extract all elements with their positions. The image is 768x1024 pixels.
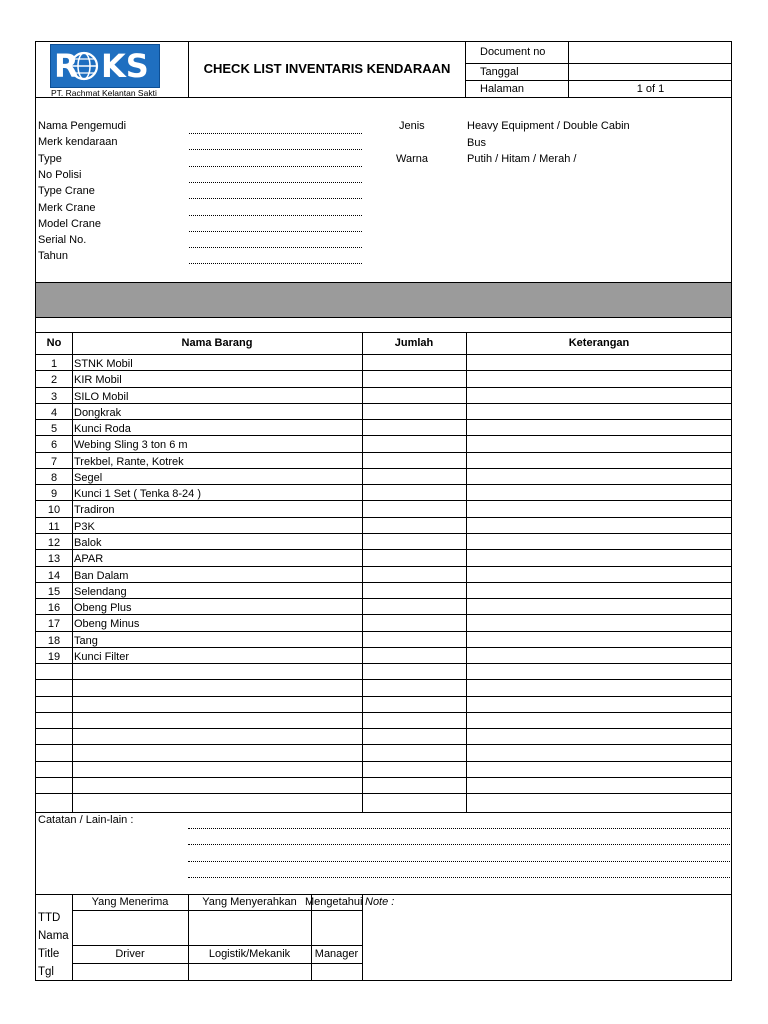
info-input-line-3[interactable] xyxy=(189,182,362,183)
row-no: 14 xyxy=(47,570,61,582)
info-input-line-1[interactable] xyxy=(189,149,362,150)
table-row xyxy=(35,794,732,810)
row-jumlah-cell[interactable] xyxy=(363,534,466,549)
row-jumlah-cell[interactable] xyxy=(363,453,466,468)
gray-band xyxy=(36,283,731,317)
sign-col-menerima: Yang Menerima xyxy=(91,896,169,908)
table-row xyxy=(35,648,732,664)
info-label-8: Tahun xyxy=(38,250,68,262)
table-row xyxy=(35,778,732,794)
row-nama-barang: Balok xyxy=(74,537,102,549)
info-label-6: Model Crane xyxy=(38,218,101,230)
table-row xyxy=(35,485,732,501)
row-keterangan-cell[interactable] xyxy=(467,615,731,630)
info-label-7: Serial No. xyxy=(38,234,87,246)
row-nama-barang: Selendang xyxy=(74,586,127,598)
row-keterangan-cell[interactable] xyxy=(467,697,731,712)
table-row xyxy=(35,664,732,680)
table-row xyxy=(35,355,732,371)
row-nama-barang: SILO Mobil xyxy=(74,391,129,403)
table-row xyxy=(35,436,732,452)
row-no: 17 xyxy=(47,618,61,630)
row-jumlah-cell[interactable] xyxy=(363,664,466,679)
row-jumlah-cell[interactable] xyxy=(363,388,466,403)
table-row xyxy=(35,534,732,550)
row-no: 2 xyxy=(50,374,58,386)
row-keterangan-cell[interactable] xyxy=(467,404,731,419)
row-jumlah-cell[interactable] xyxy=(363,436,466,451)
row-jumlah-cell[interactable] xyxy=(363,371,466,386)
row-keterangan-cell[interactable] xyxy=(467,550,731,565)
table-row xyxy=(35,567,732,583)
row-jumlah-cell[interactable] xyxy=(363,697,466,712)
row-jumlah-cell[interactable] xyxy=(363,501,466,516)
row-jumlah-cell[interactable] xyxy=(363,680,466,695)
row-jumlah-cell[interactable] xyxy=(363,355,466,370)
col-header-jumlah: Jumlah xyxy=(394,337,434,349)
row-jumlah-cell[interactable] xyxy=(363,550,466,565)
row-keterangan-cell[interactable] xyxy=(467,664,731,679)
row-label-ttd: TTD xyxy=(38,912,61,924)
table-row xyxy=(35,729,732,745)
col-header-keterangan: Keterangan xyxy=(568,337,630,349)
row-keterangan-cell[interactable] xyxy=(467,729,731,744)
table-row xyxy=(35,371,732,387)
table-row xyxy=(35,713,732,729)
row-no: 16 xyxy=(47,602,61,614)
row-no: 4 xyxy=(50,407,58,419)
row-jumlah-cell[interactable] xyxy=(363,615,466,630)
row-nama-barang: APAR xyxy=(74,553,104,565)
table-row xyxy=(35,420,732,436)
row-jumlah-cell[interactable] xyxy=(363,762,466,777)
row-jumlah-cell[interactable] xyxy=(363,583,466,598)
row-keterangan-cell[interactable] xyxy=(467,501,731,516)
sign-col-menyerahkan: Yang Menyerahkan xyxy=(202,896,297,908)
row-keterangan-cell[interactable] xyxy=(467,778,731,793)
note-label: Note : xyxy=(365,896,395,908)
row-no: 15 xyxy=(47,586,61,598)
row-jumlah-cell[interactable] xyxy=(363,420,466,435)
row-no: 9 xyxy=(50,488,58,500)
catatan-line-3[interactable] xyxy=(188,861,730,862)
title-driver: Driver xyxy=(115,948,145,960)
row-keterangan-cell[interactable] xyxy=(467,485,731,500)
row-nama-barang: Tang xyxy=(74,635,98,647)
info-input-line-6[interactable] xyxy=(189,231,362,232)
title-manager: Manager xyxy=(314,948,359,960)
row-no: 11 xyxy=(48,521,60,533)
row-jumlah-cell[interactable] xyxy=(363,518,466,533)
jenis-value-1: Heavy Equipment / Double Cabin xyxy=(467,120,630,132)
row-keterangan-cell[interactable] xyxy=(467,794,731,809)
info-input-line-2[interactable] xyxy=(189,166,362,167)
table-row xyxy=(35,632,732,648)
row-keterangan-cell[interactable] xyxy=(467,436,731,451)
row-keterangan-cell[interactable] xyxy=(467,762,731,777)
row-keterangan-cell[interactable] xyxy=(467,583,731,598)
info-label-1: Merk kendaraan xyxy=(38,136,118,148)
row-jumlah-cell[interactable] xyxy=(363,599,466,614)
company-logo xyxy=(50,44,160,88)
row-keterangan-cell[interactable] xyxy=(467,648,731,663)
col-header-no: No xyxy=(46,337,62,349)
table-row xyxy=(35,680,732,696)
row-jumlah-cell[interactable] xyxy=(363,567,466,582)
row-jumlah-cell[interactable] xyxy=(363,794,466,809)
row-no: 12 xyxy=(47,537,61,549)
row-keterangan-cell[interactable] xyxy=(467,599,731,614)
table-row xyxy=(35,453,732,469)
row-keterangan-cell[interactable] xyxy=(467,534,731,549)
row-keterangan-cell[interactable] xyxy=(467,371,731,386)
row-label-tgl: Tgl xyxy=(38,966,54,978)
info-input-line-4[interactable] xyxy=(189,198,362,199)
row-no: 8 xyxy=(50,472,58,484)
row-no: 6 xyxy=(50,439,58,451)
info-input-line-8[interactable] xyxy=(189,263,362,264)
row-nama-barang: P3K xyxy=(74,521,95,533)
row-nama-barang: Obeng Plus xyxy=(74,602,132,614)
row-jumlah-cell[interactable] xyxy=(363,729,466,744)
row-nama-barang: Kunci 1 Set ( Tenka 8-24 ) xyxy=(74,488,201,500)
row-jumlah-cell[interactable] xyxy=(363,778,466,793)
row-jumlah-cell[interactable] xyxy=(363,648,466,663)
halaman-value: 1 of 1 xyxy=(636,83,665,95)
table-row xyxy=(35,388,732,404)
table-row xyxy=(35,745,732,761)
info-label-3: No Polisi xyxy=(38,169,82,181)
document-no-label: Document no xyxy=(480,46,546,58)
warna-label: Warna xyxy=(396,153,428,165)
info-label-4: Type Crane xyxy=(38,185,95,197)
title-logistik: Logistik/Mekanik xyxy=(208,948,291,960)
row-nama-barang: Kunci Filter xyxy=(74,651,130,663)
table-row xyxy=(35,583,732,599)
info-label-5: Merk Crane xyxy=(38,202,96,214)
row-nama-barang: Obeng Minus xyxy=(74,618,140,630)
row-no: 1 xyxy=(50,358,58,370)
row-nama-barang: Kunci Roda xyxy=(74,423,131,435)
jenis-label: Jenis xyxy=(399,120,425,132)
row-label-title: Title xyxy=(38,948,60,960)
row-keterangan-cell[interactable] xyxy=(467,713,731,728)
row-no: 19 xyxy=(47,651,61,663)
warna-value: Putih / Hitam / Merah / xyxy=(467,153,577,165)
row-jumlah-cell[interactable] xyxy=(363,469,466,484)
row-jumlah-cell[interactable] xyxy=(363,485,466,500)
jenis-value-2: Bus xyxy=(467,137,486,149)
row-no: 18 xyxy=(47,635,61,647)
table-row xyxy=(35,762,732,778)
company-name: PT. Rachmat Kelantan Sakti xyxy=(51,88,157,98)
col-header-nama: Nama Barang xyxy=(181,337,253,349)
logo-ks: KS xyxy=(101,47,149,85)
row-keterangan-cell[interactable] xyxy=(467,632,731,647)
row-no: 7 xyxy=(50,456,58,468)
row-nama-barang: KIR Mobil xyxy=(74,374,122,386)
row-keterangan-cell[interactable] xyxy=(467,518,731,533)
logo-r: R xyxy=(54,47,79,85)
table-row xyxy=(35,404,732,420)
row-nama-barang: Webing Sling 3 ton 6 m xyxy=(74,439,188,451)
row-no: 13 xyxy=(47,553,61,565)
row-keterangan-cell[interactable] xyxy=(467,567,731,582)
info-label-2: Type xyxy=(38,153,62,165)
row-nama-barang: Trekbel, Rante, Kotrek xyxy=(74,456,184,468)
row-no: 10 xyxy=(47,504,61,516)
catatan-label: Catatan / Lain-lain : xyxy=(38,814,134,826)
row-nama-barang: Segel xyxy=(74,472,103,484)
row-keterangan-cell[interactable] xyxy=(467,469,731,484)
row-nama-barang: Dongkrak xyxy=(74,407,122,419)
row-keterangan-cell[interactable] xyxy=(467,420,731,435)
row-label-nama: Nama xyxy=(38,930,69,942)
row-keterangan-cell[interactable] xyxy=(467,680,731,695)
info-input-line-0[interactable] xyxy=(189,133,362,134)
halaman-label: Halaman xyxy=(480,83,525,95)
row-keterangan-cell[interactable] xyxy=(467,453,731,468)
row-keterangan-cell[interactable] xyxy=(467,355,731,370)
info-input-line-7[interactable] xyxy=(189,247,362,248)
catatan-line-2[interactable] xyxy=(188,844,730,845)
table-row xyxy=(35,469,732,485)
row-jumlah-cell[interactable] xyxy=(363,632,466,647)
table-row xyxy=(35,697,732,713)
table-row xyxy=(35,615,732,631)
row-jumlah-cell[interactable] xyxy=(363,713,466,728)
info-label-0: Nama Pengemudi xyxy=(38,120,127,132)
table-row xyxy=(35,599,732,615)
row-nama-barang: Ban Dalam xyxy=(74,570,129,582)
row-nama-barang: Tradiron xyxy=(74,504,115,516)
table-row xyxy=(35,501,732,517)
row-no: 3 xyxy=(50,391,58,403)
row-no: 5 xyxy=(50,423,58,435)
table-row xyxy=(35,518,732,534)
info-input-line-5[interactable] xyxy=(189,215,362,216)
row-keterangan-cell[interactable] xyxy=(467,745,731,760)
row-nama-barang: STNK Mobil xyxy=(74,358,133,370)
catatan-line-1[interactable] xyxy=(188,828,730,829)
sign-col-mengetahui xyxy=(305,895,363,909)
page-title: CHECK LIST INVENTARIS KENDARAAN xyxy=(203,61,451,76)
tanggal-label: Tanggal xyxy=(480,66,519,78)
row-keterangan-cell[interactable] xyxy=(467,388,731,403)
table-row xyxy=(35,550,732,566)
row-jumlah-cell[interactable] xyxy=(363,404,466,419)
row-jumlah-cell[interactable] xyxy=(363,745,466,760)
sign-col-mengetahui-text: Mengetahui xyxy=(305,896,363,908)
catatan-line-4[interactable] xyxy=(188,877,730,878)
